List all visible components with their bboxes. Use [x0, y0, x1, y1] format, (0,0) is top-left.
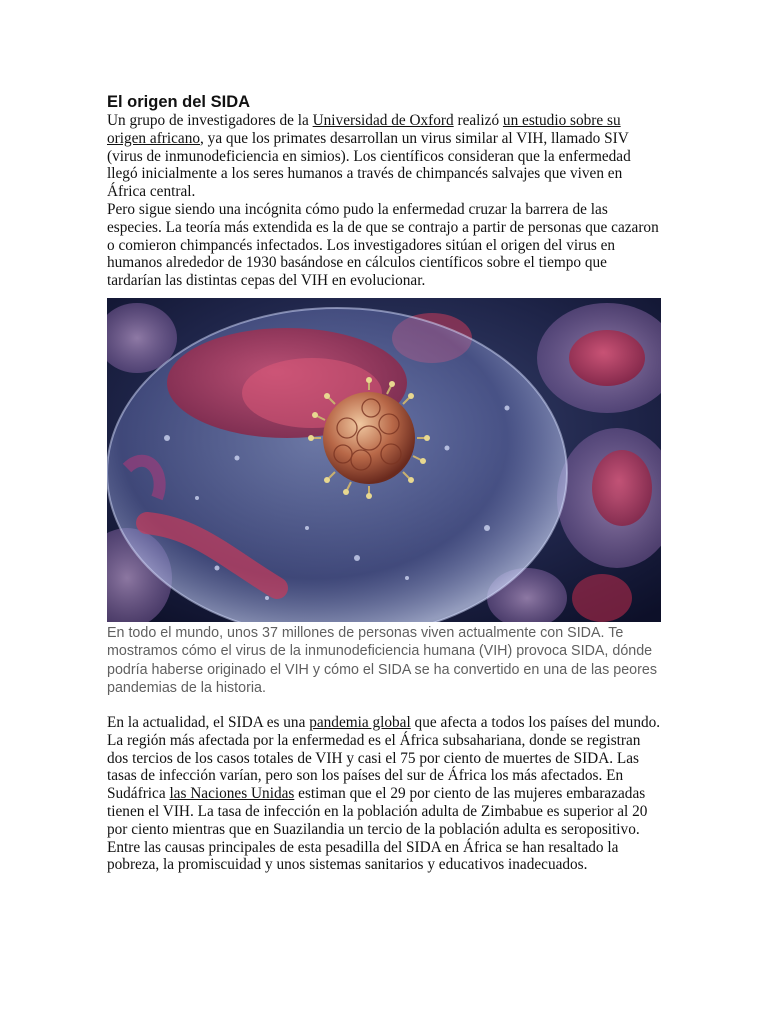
section2-text-2: que afecta a todos los países del mundo. La región más afectada por la enfermedad es el África subsahariana, donde se registran dos tercios de los casos totales de VIH y casi el 75 por ciento de muertes de SIDA. Las tasas de infección varían, pero son los países del sur de África los más afectados. En Sudáfrica — [107, 713, 661, 803]
figure-caption: En todo el mundo, unos 37 millones de personas viven actualmente con SIDA. Te mostramos cómo el virus de la inmunodeficiencia humana (VIH) provoca SIDA, dónde podría haberse originado el VIH y cómo el SIDA se ha convertido en una de las peores pandemias de la historia. — [107, 624, 657, 697]
intro-text-1: Un grupo de investigadores de la — [107, 112, 313, 129]
third-paragraph — [107, 714, 663, 874]
page-title: El origen del SIDA — [107, 93, 251, 111]
virus-image — [107, 298, 661, 622]
intro-paragraph — [107, 112, 663, 201]
virus-illustration — [107, 298, 661, 622]
document-page — [107, 92, 663, 874]
second-paragraph: Pero sigue siendo una incógnita cómo pudo la enfermedad cruzar la barrera de las especies. La teoría más extendida es la de que se contrajo a partir de personas que cazaron o comieron chimpancés infectados. Los investigadores sitúan el origen del virus en humanos alrededor de 1930 basándose en cálculos científicos sobre el tiempo que tardarían las distintas cepas del VIH en evolucionar. — [107, 200, 659, 290]
pandemia-link[interactable]: pandemia global — [309, 713, 411, 731]
section2-text-3: estiman que el 29 por ciento de las mujeres embarazadas tienen el VIH. La tasa de infección en la población adulta de Zimbabue es superior al 20 por ciento mientras que en Suazilandia un tercio de la población adulta es seropositivo. Entre las causas principales de esta pesadilla del SIDA en África se han resaltado la pobreza, la promiscuidad y unos sistemas sanitarios y educativos inadecuados. — [107, 785, 648, 874]
oxford-link[interactable]: Universidad de Oxford — [312, 112, 454, 129]
naciones-unidas-link[interactable]: las Naciones Unidas — [169, 785, 295, 803]
intro-text-3: , ya que los primates desarrollan un virus similar al VIH, llamado SIV (virus de inmunodeficiencia en simios). Los científicos consideran que la enfermedad llegó inicialmente a los seres humanos a través de chimpancés salvajes que viven en África central. — [107, 129, 631, 201]
section2-text-1: En la actualidad, el SIDA es una — [107, 713, 310, 731]
study-link[interactable]: un estudio sobre su origen africano — [107, 112, 621, 147]
intro-text-2: realizó — [453, 112, 503, 129]
